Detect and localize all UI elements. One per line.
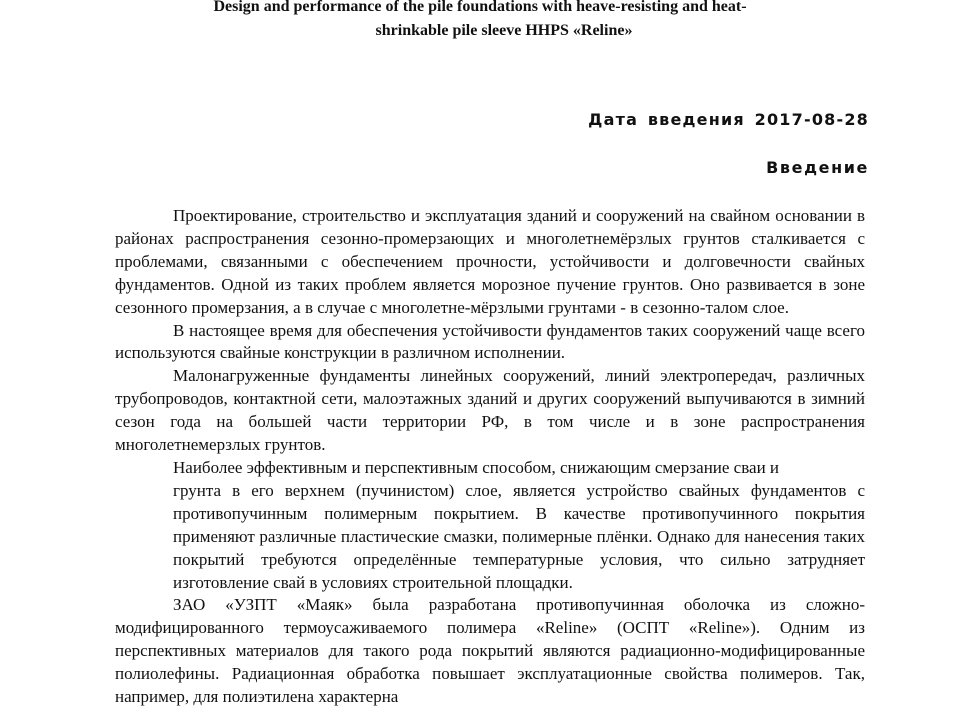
header-title-line-2: shrinkable pile sleeve HHPS «Reline» (375, 22, 633, 39)
introduction-date: Дата введения 2017-08-28 (588, 110, 869, 129)
section-title: Введение (766, 158, 869, 177)
document-header (0, 0, 960, 43)
document-body (115, 205, 865, 709)
header-title-line-1: Design and performance of the pile foundations with heave-resisting and heat- (213, 0, 747, 15)
paragraph: грунта в его верхнем (пучинистом) слое, является устройство свайных фундаментов с противопучинным полимерным покрытием. В качестве противопучинного покрытия применяют различные пластические смазки, полимерные плёнки. Однако для нанесения таких покрытий требуются определённые температурные условия, что сильно затрудняет изготовление свай в условиях строительной площадки. (173, 480, 865, 592)
paragraph: Наиболее эффективным и перспективным способом, снижающим смерзание сваи и (173, 457, 780, 477)
paragraph: Проектирование, строительство и эксплуатация зданий и сооружений на свайном основании в районах распространения сезонно-промерзающих и многолетнемёрзлых грунтов сталкивается с проблемами, связанными с обеспечением прочности, устойчивости и долговечности свайных фундаментов. Одной из таких проблем является морозное пучение грунтов. Оно развивается в зоне сезонного промерзания, а в случае с многолетне-мёрзлыми грунтами - в сезонно-талом слое. (115, 206, 865, 317)
paragraph: ЗАО «УЗПТ «Маяк» была разработана противопучинная оболочка из сложно-модифицированного термоусаживаемого полимера «Reline» (ОСПТ «Reline»). Одним из перспективных материалов для такого рода покрытий являются радиационно-модифицированные полиолефины. Радиационная обработка повышает эксплуатационные свойства полимеров. Так, например, для полиэтилена характерна (115, 595, 865, 707)
paragraph: Малонагруженные фундаменты линейных сооружений, линий электропередач, различных трубопроводов, контактной сети, малоэтажных зданий и других сооружений выпучиваются в зимний сезон года на большей части территории РФ, в том числе и в зоне распространения многолетнемерзлых грунтов. (115, 366, 865, 455)
paragraph: В настоящее время для обеспечения устойчивости фундаментов таких сооружений чаще всего используются свайные конструкции в различном исполнении. (115, 320, 865, 363)
